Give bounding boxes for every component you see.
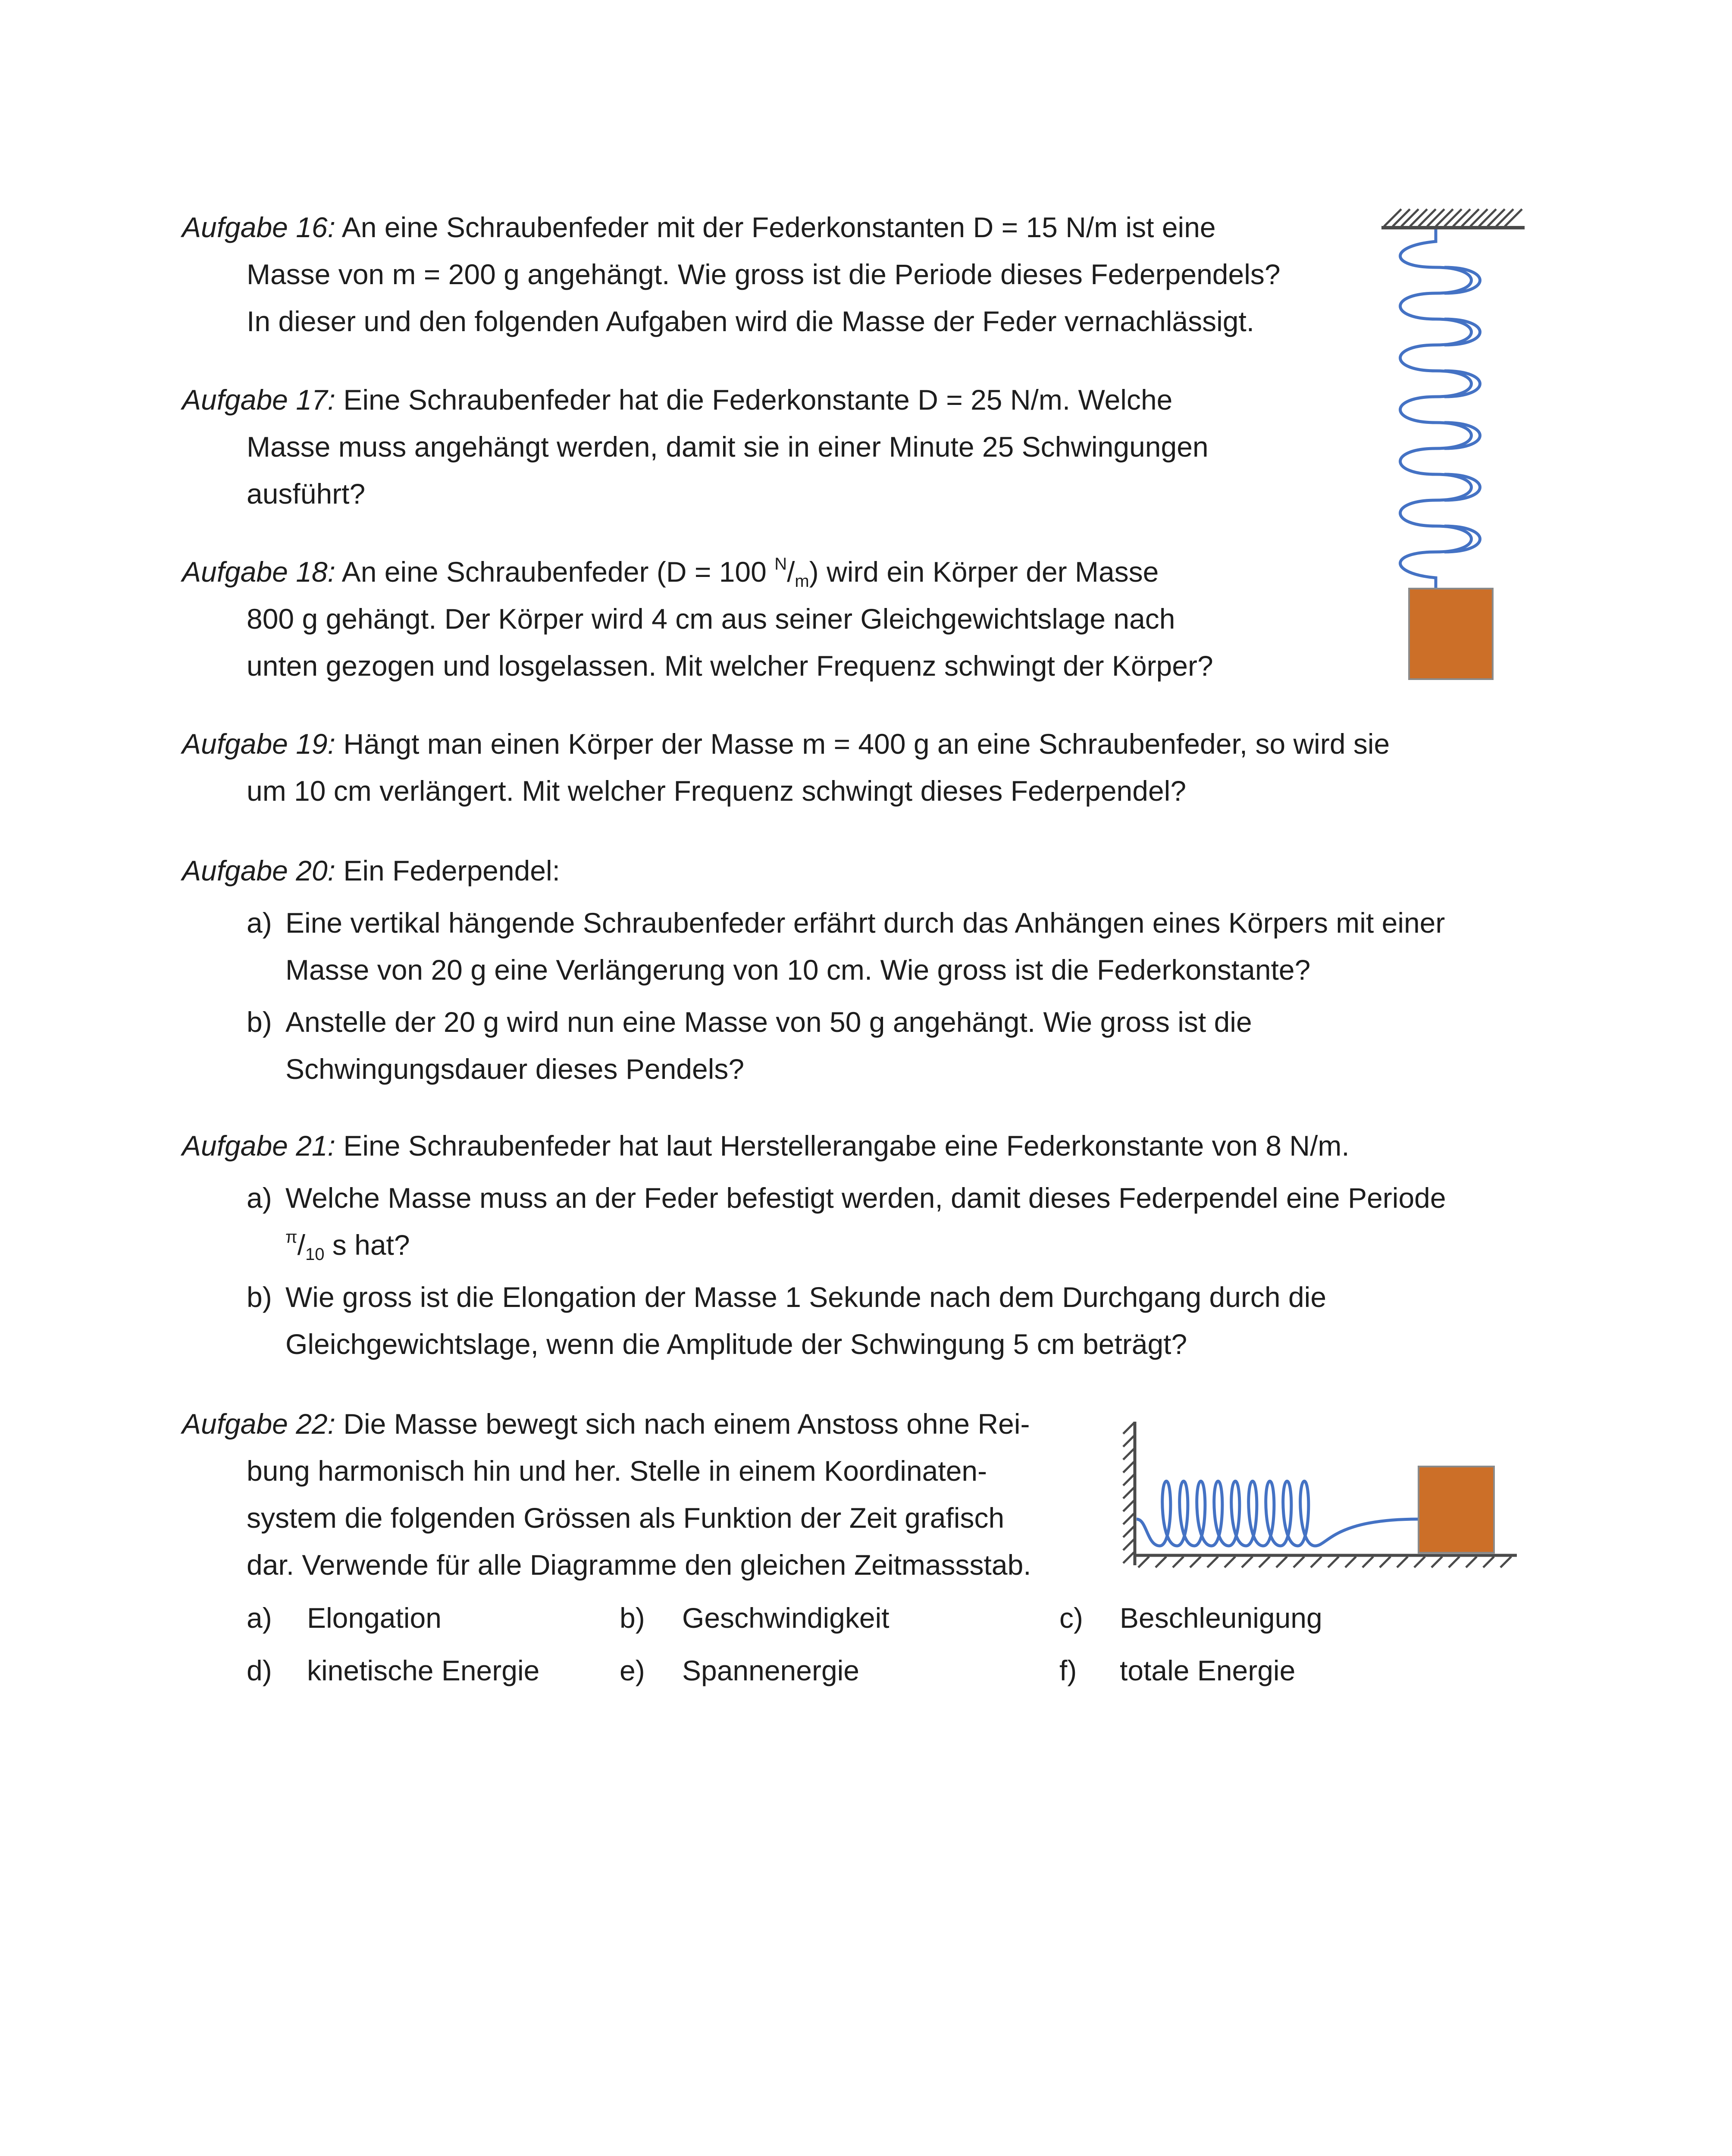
task-17 <box>182 376 1209 517</box>
option-marker: b) <box>620 1602 645 1634</box>
option-marker: e) <box>620 1655 645 1686</box>
subtask-a <box>182 1175 1446 1222</box>
subtask-marker: a) <box>247 907 272 939</box>
option-marker: d) <box>247 1655 272 1686</box>
vertical-spring <box>1400 229 1472 589</box>
task-text: unten gezogen und losgelassen. Mit welcher Frequenz schwingt der Körper? <box>247 650 1213 682</box>
task-text: bung harmonisch hin und her. Stelle in einem Koordinaten- <box>247 1455 987 1487</box>
horizontal-spring <box>1137 1481 1419 1546</box>
task-text: system die folgenden Grössen als Funktion der Zeit grafisch <box>247 1502 1005 1534</box>
horizontal-spring-oscillator-figure <box>1121 1416 1518 1580</box>
task-text: 800 g gehängt. Der Körper wird 4 cm aus seiner Gleichgewichtslage nach <box>247 603 1175 635</box>
task-text: An eine Schraubenfeder (D = 100 <box>335 556 775 588</box>
option-text: Geschwindigkeit <box>682 1602 889 1634</box>
option-text: totale Energie <box>1120 1655 1296 1686</box>
task-label: Aufgabe 19: <box>182 728 335 760</box>
task-label: Aufgabe 21: <box>182 1130 335 1162</box>
option-text: Beschleunigung <box>1120 1602 1322 1634</box>
fraction-denominator: 10 <box>305 1245 325 1264</box>
unit-separator: / <box>787 556 795 588</box>
task-20 <box>182 847 1445 1093</box>
task-text: Eine Schraubenfeder hat die Federkonstante D = 25 N/m. Welche <box>335 384 1173 416</box>
option-text: Spannenergie <box>682 1655 860 1686</box>
vertical-spring-pendulum-figure <box>1380 203 1526 686</box>
subtask-marker: b) <box>247 1006 272 1038</box>
task-label: Aufgabe 17: <box>182 384 335 416</box>
option-text: Elongation <box>307 1602 442 1634</box>
unit-denominator: m <box>795 572 809 591</box>
subtask-text: Schwingungsdauer dieses Pendels? <box>285 1053 745 1085</box>
subtask-text: Welche Masse muss an der Feder befestigt werden, damit dieses Federpendel eine Periode <box>285 1182 1446 1214</box>
spring-coil-fronts <box>1444 267 1480 552</box>
subtask-text: s hat? <box>324 1229 410 1261</box>
option-marker: c) <box>1059 1602 1083 1634</box>
option-marker: a) <box>247 1602 272 1634</box>
task-text: Die Masse bewegt sich nach einem Anstoss ohne Rei- <box>335 1408 1030 1440</box>
task-text: um 10 cm verlängert. Mit welcher Frequenz schwingt dieses Federpendel? <box>247 775 1187 807</box>
task-text: Eine Schraubenfeder hat laut Herstellerangabe eine Federkonstante von 8 N/m. <box>335 1130 1350 1162</box>
subtask-marker: b) <box>247 1281 272 1313</box>
fraction-separator: / <box>297 1229 305 1261</box>
task-text: Ein Federpendel: <box>335 855 560 887</box>
task-text: In dieser und den folgenden Aufgaben wird die Masse der Feder vernachlässigt. <box>247 305 1255 337</box>
subtask-text: Eine vertikal hängende Schraubenfeder erfährt durch das Anhängen eines Körpers mit einer <box>285 907 1445 939</box>
subtask-text: Masse von 20 g eine Verlängerung von 10 cm. Wie gross ist die Federkonstante? <box>285 954 1311 986</box>
task-label: Aufgabe 18: <box>182 556 335 588</box>
task-text: dar. Verwende für alle Diagramme den gleichen Zeitmassstab. <box>247 1549 1031 1581</box>
wall-hatch <box>1123 1423 1134 1563</box>
subtask-text: Wie gross ist die Elongation der Masse 1 Sekunde nach dem Durchgang durch die <box>285 1281 1327 1313</box>
sliding-mass <box>1419 1467 1494 1553</box>
task-text: ausführt? <box>247 478 366 510</box>
task-16 <box>182 204 1281 345</box>
task-text: ) wird ein Körper der Masse <box>809 556 1159 588</box>
task-text: An eine Schraubenfeder mit der Federkonstanten D = 15 N/m ist eine <box>335 211 1216 243</box>
task-21 <box>182 1122 1446 1368</box>
subtask-text: Anstelle der 20 g wird nun eine Masse von 50 g angehängt. Wie gross ist die <box>285 1006 1252 1038</box>
option-text: kinetische Energie <box>307 1655 540 1686</box>
task-text: Masse von m = 200 g angehängt. Wie gross ist die Periode dieses Federpendels? <box>247 258 1281 290</box>
task-22 <box>182 1401 1031 1589</box>
subtask-b <box>182 1274 1446 1321</box>
option-marker: f) <box>1059 1655 1077 1686</box>
subtask-a <box>182 899 1445 946</box>
subtask-text: Gleichgewichtslage, wenn die Amplitude der Schwingung 5 cm beträgt? <box>285 1328 1187 1360</box>
task-label: Aufgabe 20: <box>182 855 335 887</box>
unit-numerator: N <box>774 555 787 573</box>
ceiling-hatch <box>1384 209 1522 226</box>
floor-hatch <box>1138 1557 1511 1567</box>
task-18 <box>182 548 1213 689</box>
task-19 <box>182 721 1390 815</box>
task-text: Hängt man einen Körper der Masse m = 400 g an eine Schraubenfeder, so wird sie <box>335 728 1390 760</box>
task-text: Masse muss angehängt werden, damit sie in einer Minute 25 Schwingungen <box>247 431 1209 463</box>
task-label: Aufgabe 16: <box>182 211 335 243</box>
task-label: Aufgabe 22: <box>182 1408 335 1440</box>
hanging-mass <box>1409 589 1493 679</box>
fraction-numerator: π <box>285 1228 298 1247</box>
subtask-marker: a) <box>247 1182 272 1214</box>
subtask-b <box>182 999 1445 1046</box>
